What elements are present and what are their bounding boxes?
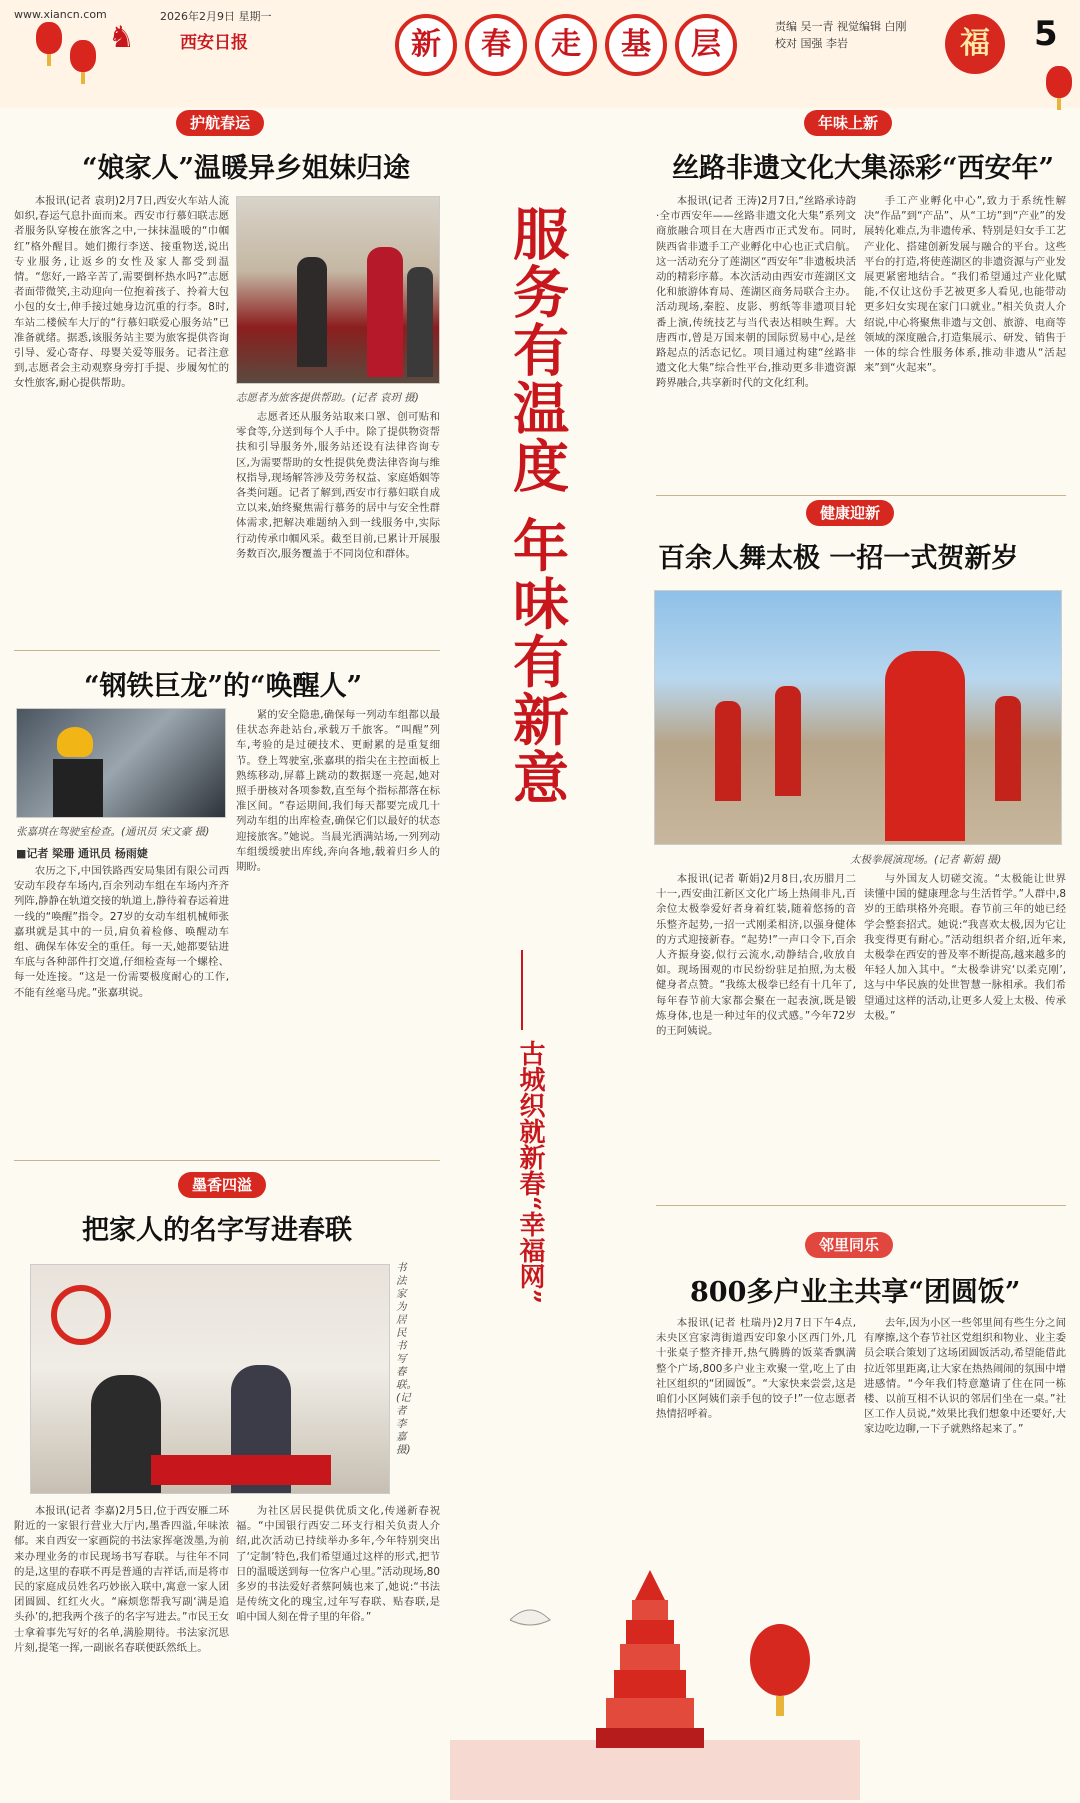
editor-line: 责编 吴一青 视觉编辑 白刚 — [775, 20, 907, 33]
story-body: 本报讯(记者 李嘉)2月5日,位于西安雁二环附近的一家银行营业大厅内,墨香四溢,年味浓郁。来自西安一家画院的书法家挥毫泼墨,为前来办理业务的市民现场书写春联。与往年不同的是,这里的春联不再是普通的吉祥话,而是将市民的家庭成员姓名巧妙嵌入联中,寓意一家人团团圆圆、红红火火。“麻烦您帮我写副‘满是追头孙’的,把我两个孩子的名字写进去。”市民王女士拿着事先写好的名单,满脸期待。书法家沉思片刻,提笔一挥,一副嵌名春联便跃然纸上。 — [14, 1505, 229, 1654]
story-body: 志愿者还从服务站取来口罩、创可贴和零食等,分送到每个人手中。除了提供物资帮扶和引导服务外,服务站还设有法律咨询专区,为需要帮助的女性提供免费法律咨询与维权指导,现场解答涉及劳务权益、家庭婚姻等各类问题。记者了解到,西安市行慕妇联自成立以来,始终聚焦需行慕务的居中与安全性群体需求,把解决难题纳入到一线服务中,实际行动传承巾帼风采。截至目前,已累计开展服务数百次,服务覆盖于不同岗位和群体。 — [236, 411, 440, 560]
lantern-icon — [36, 22, 62, 54]
banner-char: 层 — [675, 14, 737, 76]
website-url: www.xiancn.com — [14, 8, 107, 21]
photo-caption: 志愿者为旅客提供帮助。(记者 袁玥 摄) — [236, 392, 419, 404]
banner-char: 春 — [465, 14, 527, 76]
story-photo — [654, 590, 1062, 845]
page-subtitle: 古城织就新春“幸福网” — [515, 1040, 545, 1304]
photo-caption: 太极拳展演现场。(记者 靳娟 摄) — [850, 854, 1002, 866]
story-headline: “钢铁巨龙”的“唤醒人” — [84, 671, 363, 702]
story-body: 手工产业孵化中心”,致力于系统性解决“作品”到“产品”、从“工坊”到“产业”的发展转化难点,为非遗传承、特别是妇女手工艺产业化、搭建创新发展与融合的平台。这些平台的打造,将使莲湖区的非遗资源与产业发展更紧密地结合。“我们希望通过产业化赋能,不仅让这份手艺被更多人看见,也能带动更多妇女实现在家门口就业。”相关负责人介绍说,中心将聚焦非遗与文创、旅游、电商等领域的深度融合,打造集展示、研发、销售于一体的综合性服务体系,推动非遗从“活起来”到“火起来”。 — [864, 195, 1066, 375]
divider — [14, 650, 440, 651]
story-body: 本报讯(记者 靳娟)2月8日,农历腊月二十一,西安曲江新区文化广场上热闹非凡,百余位太极拳爱好者身着红装,随着悠扬的音乐整齐起势,一招一式刚柔相济,以强身健体的方式迎接新春。“起势!”一声口令下,百余人齐振身姿,似行云流水,动静结合,收放自如。现场围观的市民纷纷驻足拍照,为太极健身者点赞。“我练太极拳已经有十几年了,每年春节前大家都会聚在一起表演,既是锻炼身体,也是一种过年的仪式感。”今年72岁的王阿姨说。 — [656, 873, 856, 1038]
story-photo — [16, 708, 226, 818]
divider — [656, 1205, 1066, 1206]
divider — [656, 495, 1066, 496]
banner-char: 走 — [535, 14, 597, 76]
fu-emblem-icon: 福 — [945, 14, 1005, 74]
paper-name: 西安日报 — [180, 33, 248, 53]
section-tag: 护航春运 — [176, 110, 264, 136]
section-tag: 墨香四溢 — [178, 1172, 266, 1198]
page-main-title: 服务有温度 年味有新意 — [504, 205, 570, 807]
photo-caption: 张嘉琪在驾驶室检查。(通讯员 宋文豪 摄) — [16, 826, 210, 838]
section-tag: 邻里同乐 — [805, 1232, 893, 1258]
divider — [14, 1160, 440, 1161]
story-body: 紧的安全隐患,确保每一列动车组都以最佳状态奔赴站台,承载万千旅客。“叫醒”列车,考验的是过硬技术、更耐累的是重复细节。登上驾驶室,张嘉琪的指尖在主控面板上熟练移动,屏幕上跳动的数据逐一亮起,她对照手册核对各项参数,直至每个指标都落在标准区间。“春运期间,我们每天都要完成几十列动车组的出库检查,确保它们以最好的状态迎接旅客。”她说。当晨光洒满站场,一列列动车组缓缓驶出库线,奔向各地,载着归乡人的期盼。 — [236, 709, 440, 874]
story-body: 本报讯(记者 袁玥)2月7日,西安火车站人流如织,春运气息扑面而来。西安市行慕妇联志愿者服务队穿梭在旅客之中,一抹抹温暖的“巾帼红”格外醒目。她们搬行李送、接重物送,说出专业服务,让返乡的女性及家人都受到温情。“您好,一路辛苦了,需要倒杯热水吗?”志愿者面带微笑,主动迎向一位抱着孩子、拎着大包小包的女士,伸手接过她身边沉重的行李。8时,车站二楼候车大厅的“行慕妇联爱心服务站”已准备就绪。据悉,该服务站主要为旅客提供咨询引导、爱心寄存、母婴关爱等服务。记者注意到,志愿者会主动观察身旁打手提、步履匆忙的女性旅客,耐心提供帮助。 — [14, 195, 229, 390]
page-number: 5 — [1034, 14, 1058, 54]
banner-char: 基 — [605, 14, 667, 76]
horse-icon: ♞ — [108, 20, 135, 55]
issue-date: 2026年2月9日 星期一 — [160, 10, 272, 23]
story-body: 本报讯(记者 杜瑞丹)2月7日下午4点,未央区宫家湾街道西安印象小区西门外,几十张桌子整齐排开,热气腾腾的饭菜香飘满整个广场,800多户业主欢聚一堂,吃上了由社区组织的“团圆饭”。“大家快来尝尝,这是咱们小区阿姨们亲手包的饺子!”一位志愿者热情招呼着。 — [656, 1317, 856, 1421]
story-photo — [236, 196, 440, 384]
title-rule — [521, 950, 523, 1030]
story-headline: “娘家人”温暖异乡姐妹归途 — [82, 153, 411, 184]
story-headline: 百余人舞太极 一招一式贺新岁 — [658, 543, 1019, 574]
masthead — [0, 0, 1080, 108]
banner-char: 新 — [395, 14, 457, 76]
story-body: 与外国友人切磋交流。“太极能让世界读懂中国的健康理念与生活哲学。”人群中,8岁的王皓琪格外亮眼。春节前三年的她已经学会整套招式。她说:“我喜欢太极,因为它让我变得更有耐心。”活动组织者介绍,近年来,太极拳在西安的普及率不断提高,越来越多的年轻人加入其中。“太极拳讲究‘以柔克刚’,这与中华民族的处世智慧一脉相承。我们希望通过这样的活动,让更多人爱上太极、传承太极。” — [864, 873, 1066, 1022]
pagoda-illustration — [450, 1560, 860, 1800]
story-headline: 把家人的名字写进春联 — [82, 1215, 352, 1246]
story-headline: 丝路非遗文化大集添彩“西安年” — [672, 153, 1055, 184]
byline: ■记者 梁珊 通讯员 杨雨婕 — [16, 847, 148, 860]
section-tag: 健康迎新 — [806, 500, 894, 526]
photo-caption: 书法家为居民书写春联。(记者 李嘉 摄) — [396, 1262, 417, 1456]
story-body: 为社区居民提供优质文化,传递新春祝福。“中国银行西安二环支行相关负责人介绍,此次活动已持续举办多年,今年特别突出了‘定制’特色,我们希望通过这样的形式,把节日的温暖送到每一位客户心里。”活动现场,80多岁的书法爱好者蔡阿姨也来了,她说:“书法是传统文化的瑰宝,过年写春联、贴春联,是咱中国人刻在骨子里的年俗。” — [236, 1505, 440, 1624]
story-body: 本报讯(记者 王涛)2月7日,“丝路承诗韵·全市西安年——丝路非遗文化大集”系列文商旅融合项目在大唐西市正式发布。同时,陕西省非遗手工产业孵化中心也正式启航。这一活动充分了莲湖区“西安年”非遗板块活动的精彩序幕。本次活动由西安市莲湖区文化和旅游体育局、莲湖区商务局联合主办。活动现场,秦腔、皮影、剪纸等非遗项目轮番上演,传统技艺与当代表达相映生辉。大唐西市,曾是万国来朝的国际贸易中心,是丝路起点的活态记忆。项目通过构建“丝路非遗文化大集”综合性平台,推动更多非遗资源跨界融合,共享新时代的文化红利。 — [656, 195, 856, 390]
editor-credits — [775, 18, 907, 52]
section-tag: 年味上新 — [804, 110, 892, 136]
story-body: 去年,因为小区一些邻里间有些生分之间有摩擦,这个春节社区党组织和物业、业主委员会联合策划了这场团圆饭活动,希望能借此拉近邻里距离,让大家在热热闹闹的氛围中增进感情。“今年我们特意邀请了住在同一栋楼、以前互相不认识的邻居们坐在一桌。”社区工作人员说,“效果比我们想象中还要好,大家边吃边聊,一下子就熟络起来了。” — [864, 1317, 1066, 1436]
story-body: 农历之下,中国铁路西安局集团有限公司西安动车段存车场内,百余列动车组在车场内齐齐列阵,静静在轨道交接的轨道上,静待着春运着进一线的“唤醒”指令。27岁的女动车组机械师张嘉琪就是其中的一员,肩负着检修、唤醒动车组、确保车体安全的重任。每一天,她都要钻进车底与各种部件打交道,仔细检查每一个螺栓、每一处连接。“这是一份需要极度耐心的工作,不能有丝毫马虎。”张嘉琪说。 — [14, 865, 229, 999]
story-headline: 800多户业主共享“团圆饭” — [690, 1277, 1021, 1308]
lantern-icon — [1046, 66, 1072, 98]
section-banner — [395, 14, 737, 76]
story-photo — [30, 1264, 390, 1494]
lantern-icon — [70, 40, 96, 72]
editor-line: 校对 国强 李岩 — [775, 37, 848, 50]
